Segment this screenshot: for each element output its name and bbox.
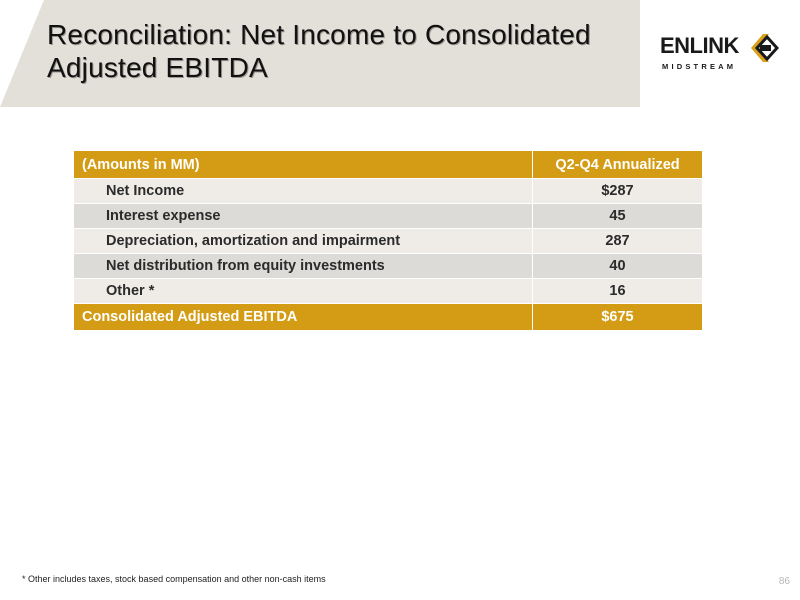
table-total-row xyxy=(74,304,702,331)
row-value: $287 xyxy=(533,179,703,204)
table-row xyxy=(74,279,702,304)
logo-wordmark: ENLINK xyxy=(660,33,739,58)
row-label: Net Income xyxy=(74,179,533,204)
header-label-cell: (Amounts in MM) xyxy=(74,151,533,179)
row-label: Depreciation, amortization and impairment xyxy=(74,229,533,254)
total-label-cell: Consolidated Adjusted EBITDA xyxy=(74,304,533,331)
table-row xyxy=(74,229,702,254)
slide-title-line-2: Adjusted EBITDA xyxy=(47,52,268,83)
total-value-cell: $675 xyxy=(533,304,703,331)
enlink-logo xyxy=(660,34,780,74)
header-value-cell: Q2-Q4 Annualized xyxy=(533,151,703,179)
logo-arrow-icon xyxy=(749,34,779,62)
footnote: * Other includes taxes, stock based compensation and other non-cash items xyxy=(22,574,326,584)
row-value: 45 xyxy=(533,204,703,229)
row-value: 16 xyxy=(533,279,703,304)
table-row xyxy=(74,254,702,279)
row-label: Other * xyxy=(74,279,533,304)
row-value: 40 xyxy=(533,254,703,279)
table-row xyxy=(74,179,702,204)
row-label: Net distribution from equity investments xyxy=(74,254,533,279)
page-number: 86 xyxy=(778,576,790,587)
table-row xyxy=(74,204,702,229)
slide-title-line-1: Reconciliation: Net Income to Consolidated xyxy=(47,19,591,50)
logo-subtitle: MIDSTREAM xyxy=(662,62,737,71)
table-header-row xyxy=(74,151,702,179)
row-value: 287 xyxy=(533,229,703,254)
row-label: Interest expense xyxy=(74,204,533,229)
reconciliation-table xyxy=(74,151,702,331)
slide-title xyxy=(47,18,637,84)
